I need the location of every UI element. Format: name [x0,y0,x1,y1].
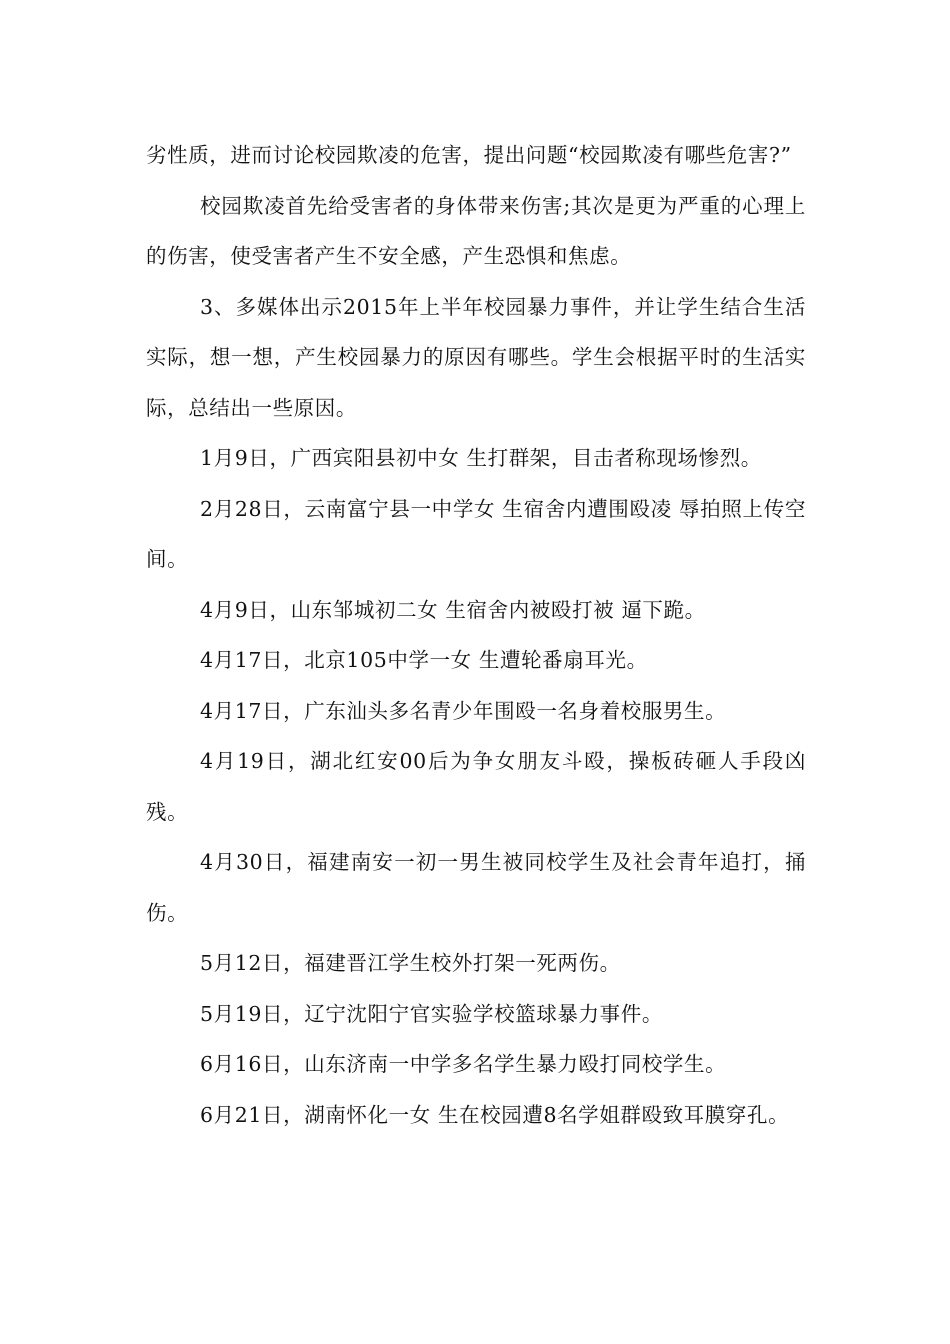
paragraph-continuation: 劣性质，进而讨论校园欺凌的危害，提出问题“校园欺凌有哪些危害?” [146,143,792,167]
event-item: 4月17日，北京105中学一女 生遭轮番扇耳光。 [200,648,648,672]
event-item: 5月19日，辽宁沈阳宁官实验学校篮球暴力事件。 [200,1001,663,1026]
event-item: 4月30日，福建南安一初一男生被同校学生及社会青年追打，捅伤。 [146,850,806,925]
event-item: 4月17日，广东汕头多名青少年围殴一名身着校服男生。 [200,698,727,723]
event-item: 6月16日，山东济南一中学多名学生暴力殴打同校学生。 [200,1052,727,1076]
event-item: 4月9日，山东邹城初二女 生宿舍内被殴打被 逼下跪。 [200,597,706,622]
event-item: 1月9日，广西宾阳县初中女 生打群架，目击者称现场惨烈。 [200,446,762,470]
event-item: 2月28日，云南富宁县一中学女 生宿舍内遭围殴凌 辱拍照上传空间。 [146,496,806,571]
paragraph-harm: 校园欺凌首先给受害者的身体带来伤害;其次是更为严重的心理上的伤害，使受害者产生不安全感，产生恐惧和焦虑。 [146,193,806,268]
event-item: 6月21日，湖南怀化一女 生在校园遭8名学姐群殴致耳膜穿孔。 [200,1102,790,1127]
event-item: 5月12日，福建晋江学生校外打架一死两伤。 [200,951,621,975]
document-body [146,130,806,1140]
paragraph-multimedia: 3、多媒体出示2015年上半年校园暴力事件，并让学生结合生活实际，想一想，产生校园暴力的原因有哪些。学生会根据平时的生活实际，总结出一些原因。 [146,294,806,420]
event-item: 4月19日，湖北红安00后为争女朋友斗殴，操板砖砸人手段凶残。 [146,749,806,824]
